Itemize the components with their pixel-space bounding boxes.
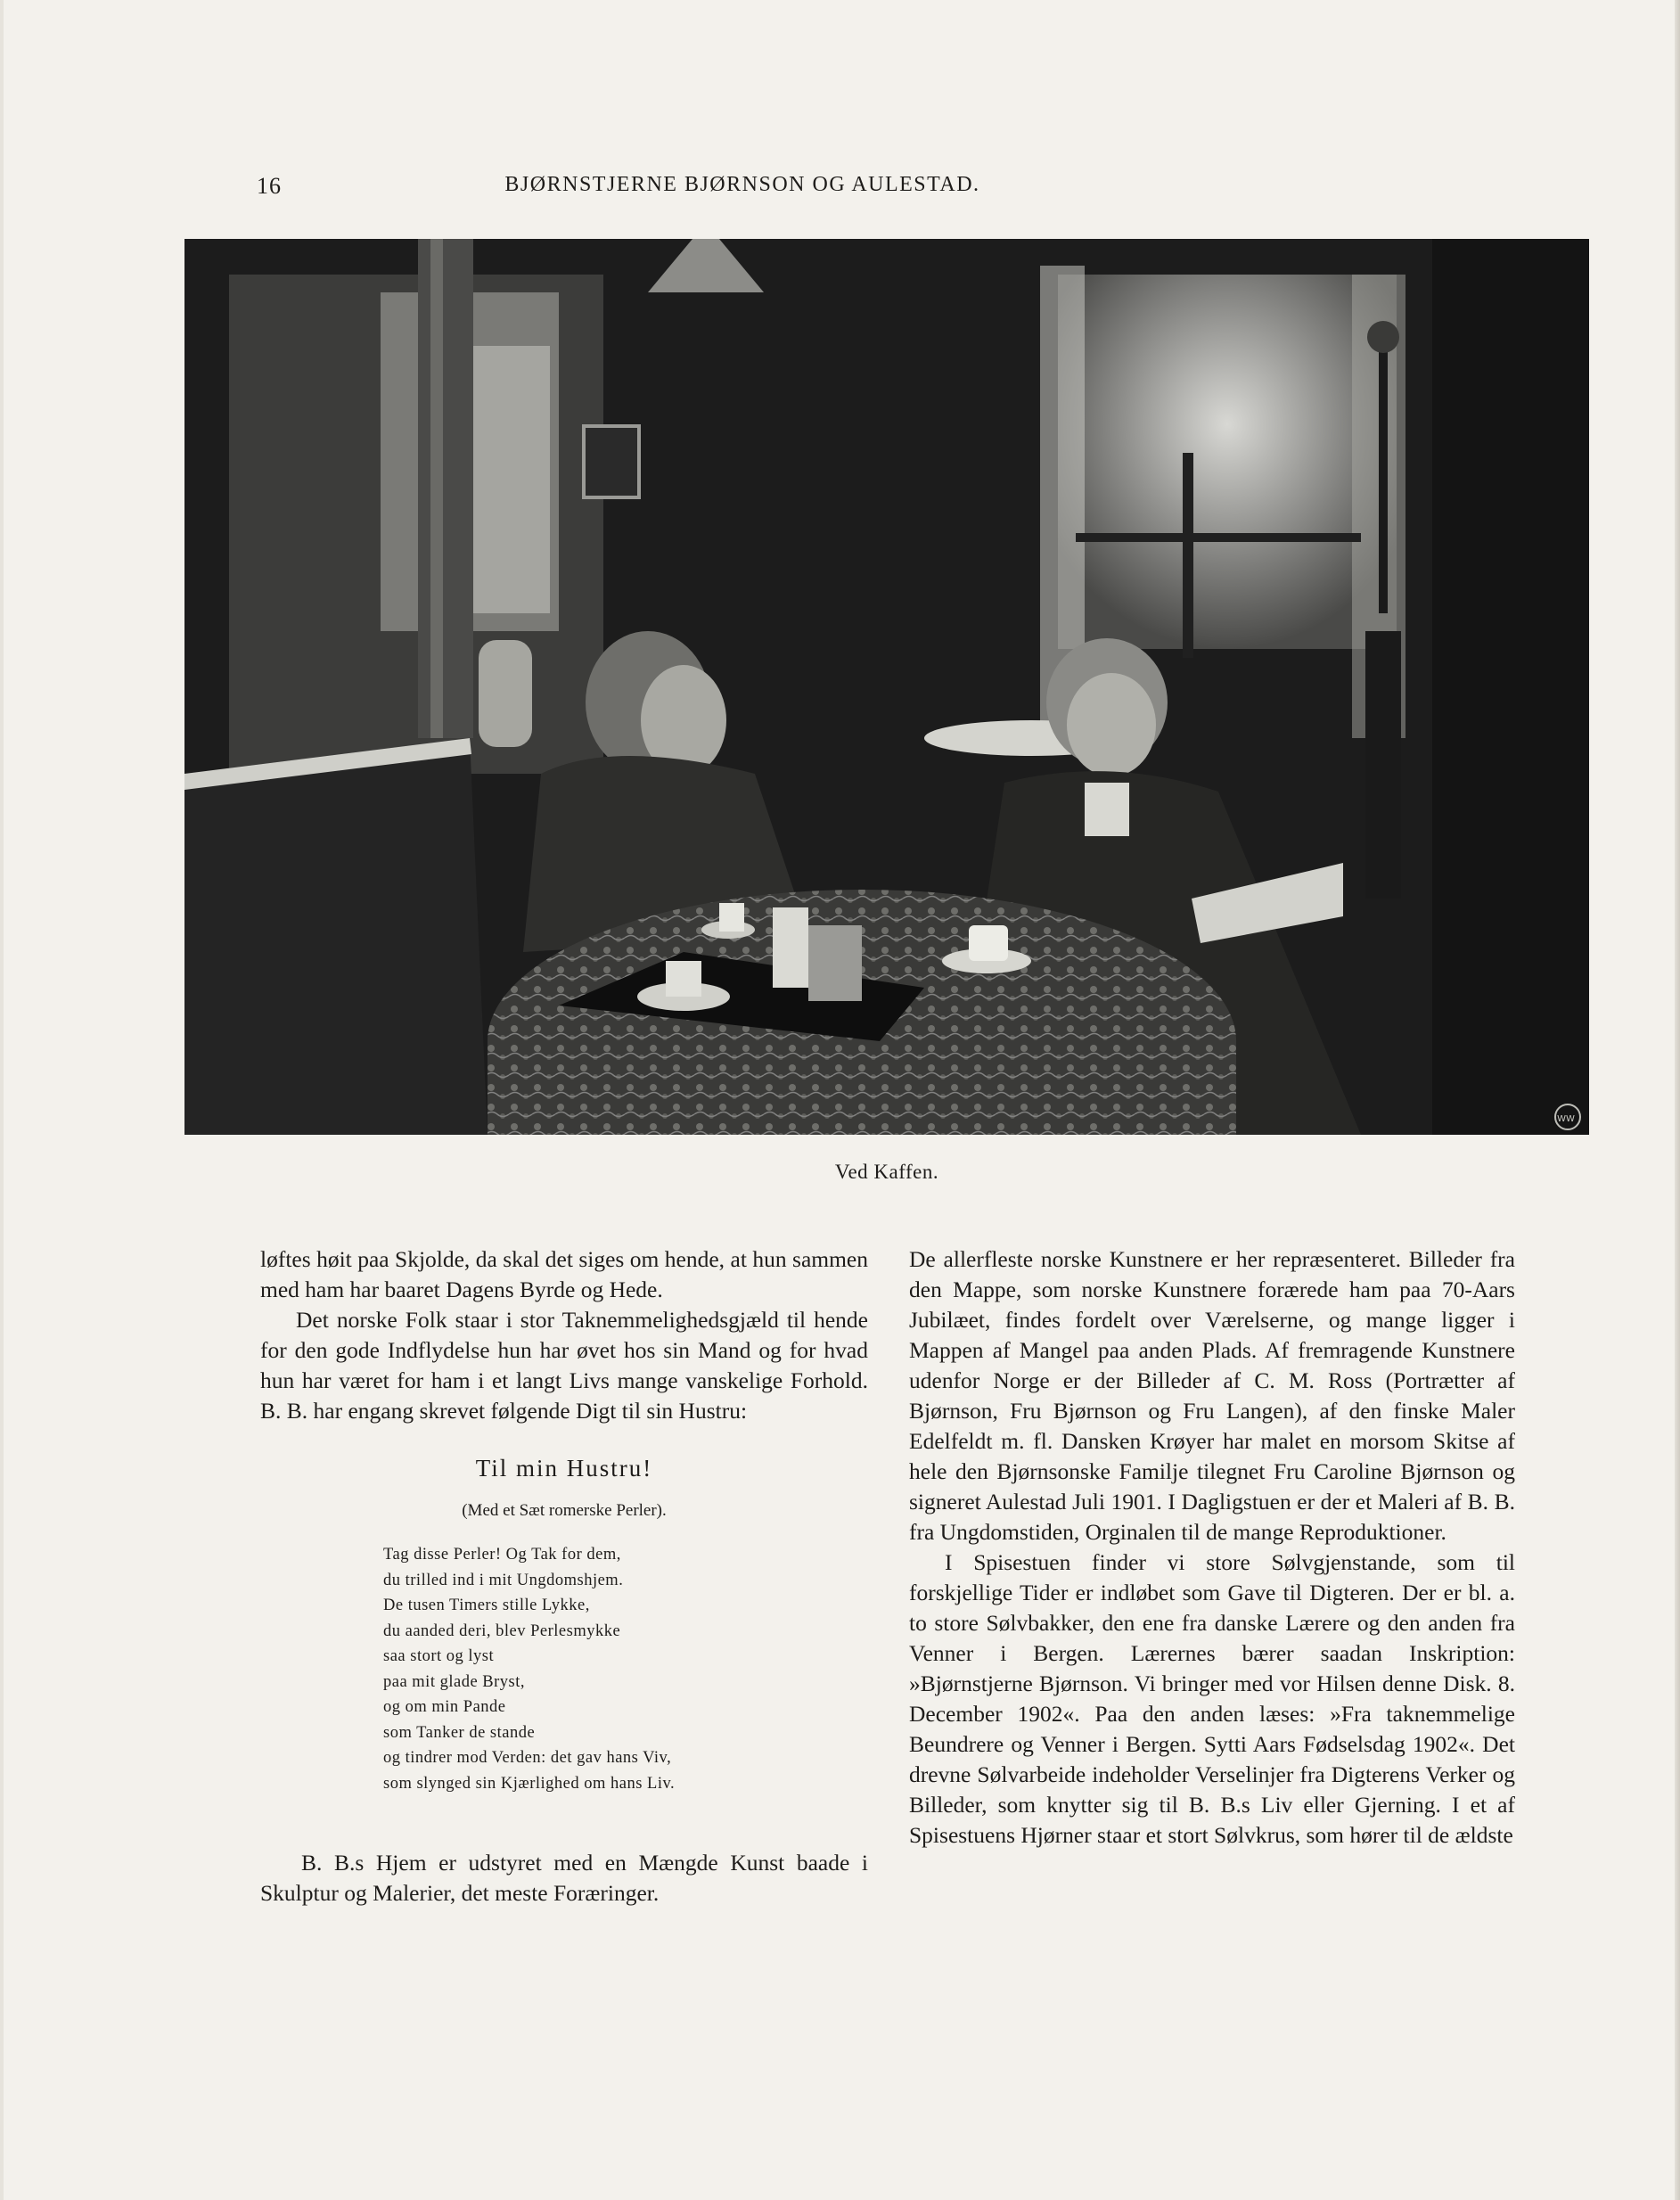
photograph [184,239,1589,1135]
poem-line: som slynged sin Kjærlighed om hans Liv. [383,1774,676,1793]
poem-line: og om min Pande [383,1698,506,1716]
poem-line: Tag disse Perler! Og Tak for dem, [383,1546,621,1564]
photograph-monogram: WW [1557,1114,1575,1124]
header-title: BJØRNSTJERNE BJØRNSON OG AULESTAD. [504,173,980,196]
photograph-illustration [184,239,1589,1135]
closing-section [260,1848,868,1909]
paragraph: B. B.s Hjem er udstyret med en Mængde Kunst baade i Skulptur og Malerier, det meste Foræringer. [260,1850,868,1906]
page-number: 16 [257,173,282,199]
page-edge [0,0,4,2200]
poem-title: Til min Hustru! [475,1455,653,1482]
poem-line: du trilled ind i mit Ungdomshjem. [383,1571,624,1589]
photo-caption: Ved Kaffen. [834,1161,939,1183]
page-edge-shadow [1675,0,1680,2200]
right-column [909,1244,1515,1851]
poem-line: som Tanker de stande [383,1723,536,1742]
left-column [260,1244,868,1909]
paragraph: Det norske Folk staar i stor Taknemmelighedsgjæld til hende for den gode Indflydelse hun har øvet hos sin Mand og for hvad hun har været for ham i et langt Livs mange vanskelige Forhold. B. B. har engang skrevet følgende Digt til sin Hustru: [260,1307,868,1424]
paragraph: I Spisestuen finder vi store Sølvgjenstande, som til forskjellige Tider er indløbet som Gave til Digteren. Der er bl. a. to store Sølvbakker, den ene fra danske Lærere og den anden fra Venner i Bergen. Lærernes bærer saadan Inskription: »Bjørnstjerne Bjørnson. Vi bringer med vor Hilsen denne Disk. 8. December 1902«. Paa den anden læses: »Fra taknemmelige Beundrere og Venner i Bergen. Sytti Aars Fødselsdag 1902«. Det drevne Sølvarbeide indeholder Verselinjer fra Digterens Verker og Billeder, som knytter sig til B. B.s Liv eller Gjerning. I et af Spisestuens Hjørner staar et stort Sølvkrus, som hører til de ældste [909,1549,1515,1848]
poem-line: paa mit glade Bryst, [383,1672,525,1691]
poem-line: De tusen Timers stille Lykke, [383,1597,590,1614]
running-header [257,169,1157,205]
poem-subtitle: (Med et Sæt romerske Perler). [462,1501,667,1520]
poem-line: du aanded deri, blev Perlesmykke [383,1621,621,1640]
poem [383,1542,868,1796]
poem-line: saa stort og lyst [383,1647,495,1665]
paragraph: De allerfleste norske Kunstnere er her repræsenteret. Billeder fra den Mappe, som norske Kunstnere forærede ham paa 70-Aars Jubilæet, findes fordelt over Værelserne, og mange ligger i Mappen af Mangel paa anden Plads. Af fremragende Kunstnere udenfor Norge er der Billeder af C. M. Ross (Portrætter af Bjørnson, Fru Bjørnson og Fru Langen), af den finske Maler Edelfeldt m. fl. Dansken Krøyer har malet en morsom Skitse af hele den Bjørnsonske Familje tilegnet Fru Caroline Bjørnson og signeret Aulestad Juli 1901. I Dagligstuen er der et Maleri af B. B. fra Ungdomstiden, Orginalen til de mange Reproduktioner. [909,1246,1515,1545]
paragraph: løftes høit paa Skjolde, da skal det siges om hende, at hun sammen med ham har baaret Dagens Byrde og Hede. [260,1246,868,1302]
poem-line: og tindrer mod Verden: det gav hans Viv, [383,1749,672,1767]
